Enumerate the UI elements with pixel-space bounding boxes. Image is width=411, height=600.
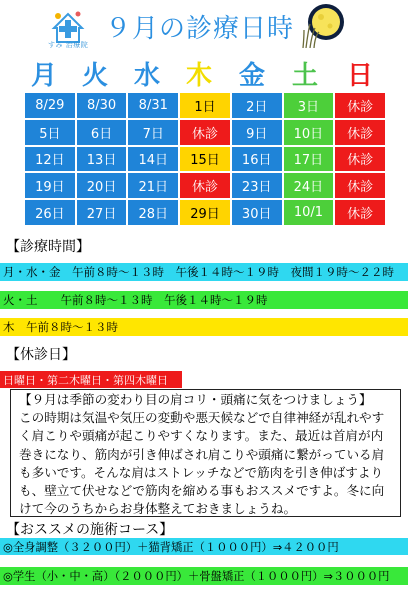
calendar-closed-cell: 休診 xyxy=(334,119,386,146)
calendar-day-cell: 30日 xyxy=(231,199,283,226)
calendar-closed-cell: 休診 xyxy=(334,199,386,226)
calendar-day-cell: 19日 xyxy=(24,172,76,199)
calendar-day-cell: 6日 xyxy=(76,119,128,146)
hours-thu: 木 午前８時～１３時 xyxy=(0,318,408,336)
logo-text: すみ 治療院 xyxy=(48,41,89,49)
calendar-closed-cell: 休診 xyxy=(179,119,231,146)
weekday-label: 日 xyxy=(346,61,373,91)
hours-mon-wed-fri: 月・水・金 午前８時～１３時 午後１４時～１９時 夜間１９時～２２時 xyxy=(0,263,408,281)
calendar-closed-cell: 休診 xyxy=(334,146,386,173)
full-moon-icon xyxy=(298,2,350,48)
weekday-label: 水 xyxy=(133,61,160,91)
calendar-day-cell: 1日 xyxy=(179,92,231,119)
weekday-label: 木 xyxy=(185,61,212,91)
calendar-day-cell: 13日 xyxy=(76,146,128,173)
calendar-day-cell: 2日 xyxy=(231,92,283,119)
calendar-day-cell: 10/1 xyxy=(283,199,335,226)
page-title: ９月の診療日時 xyxy=(105,14,295,44)
courses-heading: 【おススメの施術コース】 xyxy=(6,522,174,538)
weekday-label: 月 xyxy=(30,61,57,91)
calendar-day-cell: 29日 xyxy=(179,199,231,226)
calendar-day-cell: 8/30 xyxy=(76,92,128,119)
calendar-day-cell: 8/29 xyxy=(24,92,76,119)
calendar-day-cell: 10日 xyxy=(283,119,335,146)
calendar-day-cell: 26日 xyxy=(24,199,76,226)
notice-headline: 【９月は季節の変わり目の肩コリ・頭痛に気をつけましょう】 xyxy=(19,392,372,407)
weekday-label: 金 xyxy=(238,61,265,91)
seasonal-notice xyxy=(10,389,401,517)
hours-heading: 【診療時間】 xyxy=(6,239,90,255)
calendar-day-cell: 23日 xyxy=(231,172,283,199)
calendar-day-cell: 9日 xyxy=(231,119,283,146)
calendar-closed-cell: 休診 xyxy=(179,172,231,199)
calendar-day-cell: 20日 xyxy=(76,172,128,199)
hours-tue-sat: 火・土 午前８時～１３時 午後１４時～１９時 xyxy=(0,291,408,309)
closed-days: 日曜日・第二木曜日・第四木曜日 xyxy=(0,371,182,388)
calendar-day-cell: 21日 xyxy=(127,172,179,199)
calendar-closed-cell: 休診 xyxy=(334,92,386,119)
calendar-day-cell: 27日 xyxy=(76,199,128,226)
calendar-day-cell: 28日 xyxy=(127,199,179,226)
calendar-day-cell: 15日 xyxy=(179,146,231,173)
calendar-closed-cell: 休診 xyxy=(334,172,386,199)
calendar-day-cell: 14日 xyxy=(127,146,179,173)
calendar-day-cell: 7日 xyxy=(127,119,179,146)
calendar-day-cell: 17日 xyxy=(283,146,335,173)
calendar-day-cell: 8/31 xyxy=(127,92,179,119)
closed-heading: 【休診日】 xyxy=(6,347,76,363)
calendar-day-cell: 3日 xyxy=(283,92,335,119)
notice-body: この時期は気温や気圧の変動や悪天候などで自律神経が乱れやすく肩こりや頭痛が起こりやすくなります。また、最近は首肩が内巻きになり、筋肉が引き伸ばされ肩こりや頭痛に繋がっている肩も多いです。そんな肩はストレッチなどで筋肉を引き伸ばすよりも、壁立て伏せなどで筋肉を縮める事もおススメですよ。冬に向けて今のうちからお身体整えておきましょうね。 xyxy=(19,410,385,517)
calendar-day-cell: 16日 xyxy=(231,146,283,173)
weekday-label: 火 xyxy=(81,61,108,91)
calendar-grid xyxy=(23,91,387,227)
calendar-day-cell: 24日 xyxy=(283,172,335,199)
weekday-label: 土 xyxy=(291,61,318,91)
course-2: ◎学生（小・中・高）（２０００円）＋骨盤矯正（１０００円）⇒３０００円 xyxy=(0,567,408,585)
calendar-day-cell: 12日 xyxy=(24,146,76,173)
calendar-day-cell: 5日 xyxy=(24,119,76,146)
course-1: ◎全身調整（３２００円）＋猫背矯正（１０００円）⇒４２００円 xyxy=(0,538,408,555)
